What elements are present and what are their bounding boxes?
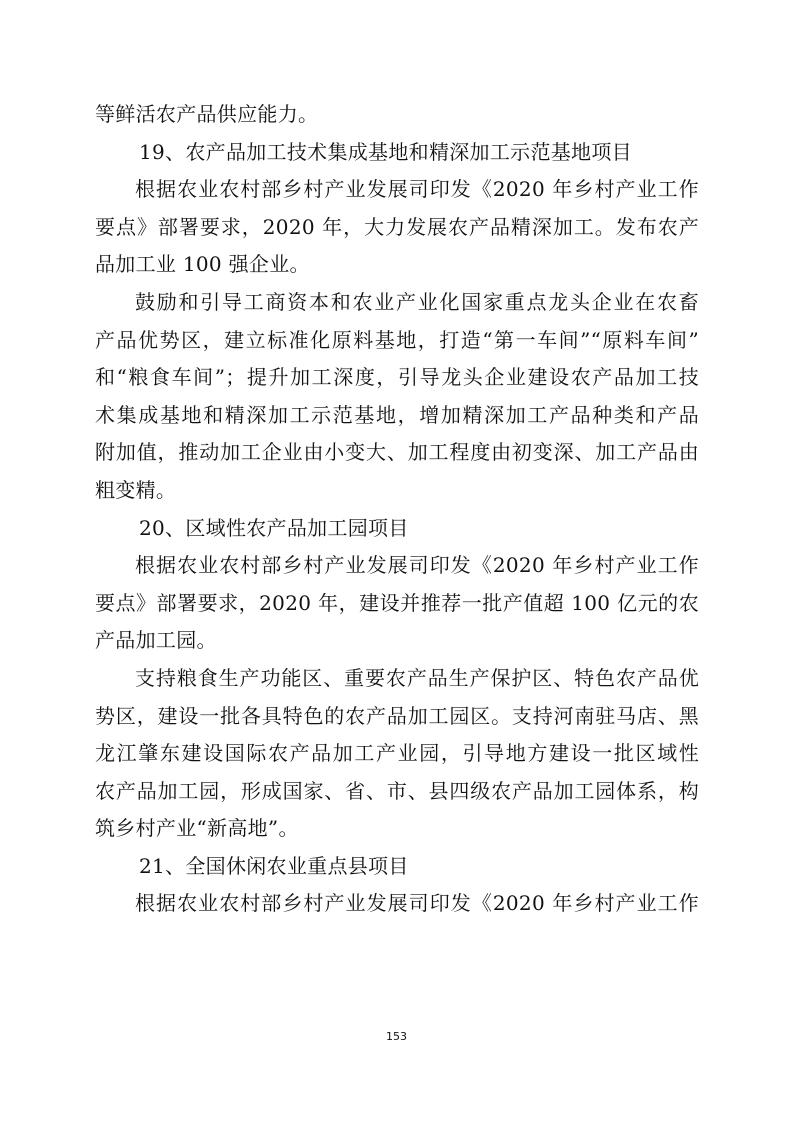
- paragraph-line: 支持粮食生产功能区、重要农产品生产保护区、特色农产品优: [135, 665, 699, 690]
- paragraph-line: 要点》部署要求，2020 年，建设并推荐一批产值超 100 亿元的农: [95, 590, 699, 615]
- paragraph-line: 粗变精。: [95, 477, 177, 502]
- page-number: 153: [386, 1030, 407, 1043]
- paragraph-line: 和“粮食车间”；提升加工深度，引导龙头企业建设农产品加工技: [95, 365, 699, 390]
- paragraph-line: 龙江肇东建设国际农产品加工产业园，引导地方建设一批区域性: [95, 741, 699, 766]
- paragraph-line: 根据农业农村部乡村产业发展司印发《2020 年乡村产业工作: [135, 177, 699, 202]
- paragraph-line: 农产品加工园，形成国家、省、市、县四级农产品加工园体系，构: [95, 778, 699, 803]
- section-heading-21: 21、全国休闲农业重点县项目: [139, 853, 409, 878]
- paragraph-line: 势区，建设一批各具特色的农产品加工园区。支持河南驻马店、黑: [95, 703, 699, 728]
- paragraph-line: 品加工业 100 强企业。: [95, 252, 310, 277]
- section-heading-20: 20、区域性农产品加工园项目: [139, 515, 409, 540]
- paragraph-line: 要点》部署要求，2020 年，大力发展农产品精深加工。发布农产: [95, 214, 699, 239]
- paragraph-line: 鼓励和引导工商资本和农业产业化国家重点龙头企业在农畜: [135, 289, 699, 314]
- paragraph-line: 筑乡村产业“新高地”。: [95, 816, 299, 841]
- paragraph-line: 附加值，推动加工企业由小变大、加工程度由初变深、加工产品由: [95, 440, 699, 465]
- paragraph-line: 等鲜活农产品供应能力。: [95, 102, 319, 126]
- section-heading-19: 19、农产品加工技术集成基地和精深加工示范基地项目: [139, 139, 632, 164]
- paragraph-line: 根据农业农村部乡村产业发展司印发《2020 年乡村产业工作: [135, 553, 699, 578]
- paragraph-line: 术集成基地和精深加工示范基地，增加精深加工产品种类和产品: [95, 402, 699, 427]
- paragraph-line: 根据农业农村部乡村产业发展司印发《2020 年乡村产业工作: [135, 891, 699, 916]
- paragraph-line: 产品加工园。: [95, 628, 217, 653]
- body-text: [95, 96, 699, 923]
- paragraph-line: 产品优势区，建立标准化原料基地，打造“第一车间”“原料车间”: [95, 327, 699, 352]
